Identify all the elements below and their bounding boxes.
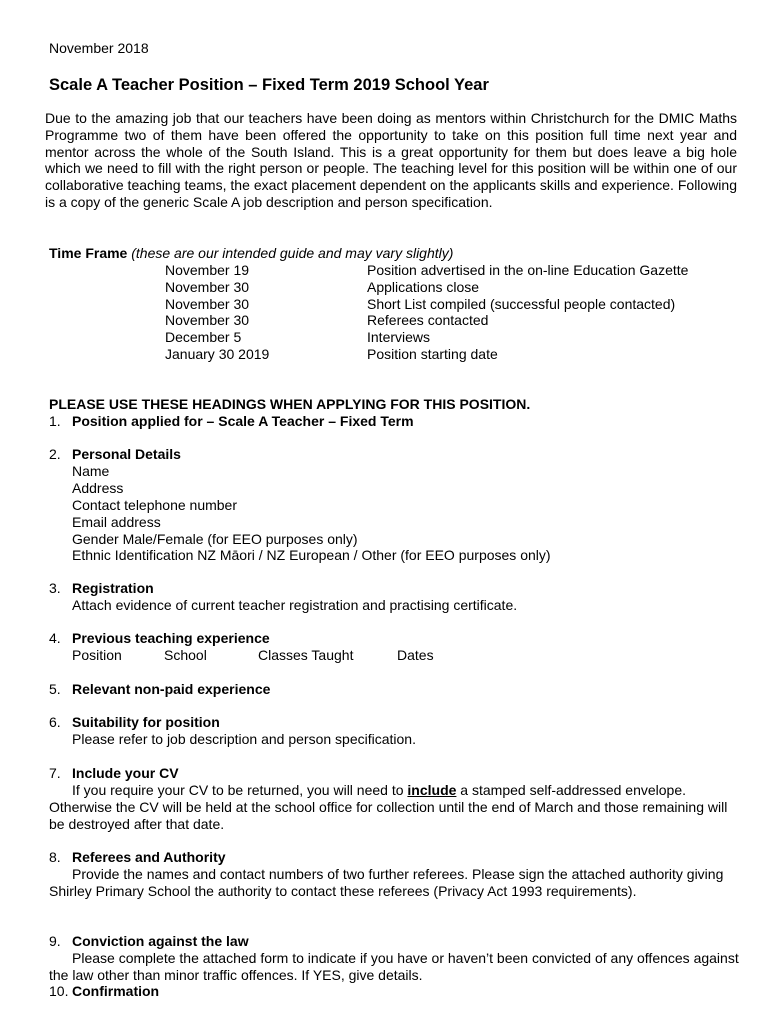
cv-paragraph <box>49 782 739 832</box>
intro-paragraph: Due to the amazing job that our teachers have been doing as mentors within Christchurch for the DMIC Maths Programme two of them have been offered the opportunity to take on this position full time next year and mentor across the whole of the South Island. This is a great opportunity for them but does leave a big hole which we need to fill with the right person or people. The teaching level for this position will be within one of our collaborative teaching teams, the exact placement dependent on the applicants skills and experience. Following is a copy of the generic Scale A job description and person specification. <box>45 110 737 210</box>
item-number: 1. <box>49 413 61 429</box>
item-heading: Suitability for position <box>72 714 220 730</box>
item-number: 7. <box>49 765 61 781</box>
time-frame-row <box>165 346 688 363</box>
item-text: Please complete the attached form to indicate if you have or haven’t been convicted of any offences against the law other than minor traffic offences. If YES, give details. <box>49 950 739 983</box>
experience-column: School <box>164 647 207 663</box>
experience-column: Classes Taught <box>258 647 354 663</box>
time-frame-row <box>165 279 688 296</box>
time-frame-date: November 19 <box>165 262 250 278</box>
time-frame-table <box>165 262 688 363</box>
time-frame-row <box>165 296 688 313</box>
item-heading: Relevant non-paid experience <box>72 681 271 697</box>
time-frame-heading <box>49 245 453 262</box>
item-heading: Registration <box>72 580 154 596</box>
time-frame-date: November 30 <box>165 312 250 329</box>
time-frame-date: December 5 <box>165 329 242 346</box>
item-text: Please refer to job description and person specification. <box>72 731 416 747</box>
item-heading: Confirmation <box>72 983 160 999</box>
item-number: 10. <box>49 983 69 999</box>
time-frame-event: Referees contacted <box>367 312 489 329</box>
page-title: Scale A Teacher Position – Fixed Term 2019 School Year <box>49 76 489 94</box>
time-frame-date: November 30 <box>165 278 250 295</box>
personal-detail-line: Email address <box>72 514 161 530</box>
document-date: November 2018 <box>49 40 149 56</box>
personal-detail-line: Address <box>72 480 124 496</box>
experience-column: Dates <box>397 647 434 663</box>
item-text: Provide the names and contact numbers of two further referees. Please sign the attached authority giving Shirley Primary School the authority to contact these referees (Privacy Act 1993 requirements). <box>49 866 724 899</box>
time-frame-date: November 30 <box>165 295 250 312</box>
item-number: 9. <box>49 933 61 949</box>
personal-detail-line: Gender Male/Female (for EEO purposes only) <box>72 531 358 547</box>
personal-detail-line: Contact telephone number <box>72 497 237 513</box>
item-number: 3. <box>49 580 61 596</box>
time-frame-event: Short List compiled (successful people contacted) <box>367 295 676 312</box>
time-frame-event: Position advertised in the on-line Education Gazette <box>367 262 689 278</box>
time-frame-label: Time Frame <box>49 245 128 261</box>
time-frame-event: Position starting date <box>367 345 498 362</box>
item-heading: Position applied for – Scale A Teacher – Fixed Term <box>72 413 414 429</box>
personal-detail-line: Ethnic Identification NZ Māori / NZ European / Other (for EEO purposes only) <box>72 547 551 563</box>
time-frame-row <box>165 262 688 279</box>
item-heading: Referees and Authority <box>72 849 226 865</box>
item-heading: Personal Details <box>72 446 181 462</box>
item-number: 5. <box>49 681 61 697</box>
headings-instruction: PLEASE USE THESE HEADINGS WHEN APPLYING FOR THIS POSITION. <box>49 396 531 412</box>
item-heading: Previous teaching experience <box>72 630 270 646</box>
item-heading: Conviction against the law <box>72 933 249 949</box>
item-number: 4. <box>49 630 61 646</box>
item-text: Attach evidence of current teacher registration and practising certificate. <box>72 597 518 613</box>
item-number: 2. <box>49 446 61 462</box>
personal-detail-line: Name <box>72 463 110 479</box>
time-frame-row <box>165 312 688 329</box>
time-frame-note: (these are our intended guide and may vary slightly) <box>131 245 454 261</box>
cv-text-start: If you require your CV to be returned, you will need to <box>72 782 408 798</box>
time-frame-date: January 30 2019 <box>165 345 270 362</box>
item-number: 6. <box>49 714 61 730</box>
time-frame-event: Applications close <box>367 278 480 295</box>
cv-include-emphasis: include <box>407 782 457 798</box>
time-frame-event: Interviews <box>367 329 431 346</box>
item-heading: Include your CV <box>72 765 179 781</box>
item-number: 8. <box>49 849 61 865</box>
cv-text-end: a stamped self-addressed envelope. Otherwise the CV will be held at the school office for collection until the end of March and those remaining will be destroyed after that date. <box>49 782 728 832</box>
time-frame-row <box>165 329 688 346</box>
experience-columns <box>72 647 434 664</box>
experience-column: Position <box>72 647 122 663</box>
